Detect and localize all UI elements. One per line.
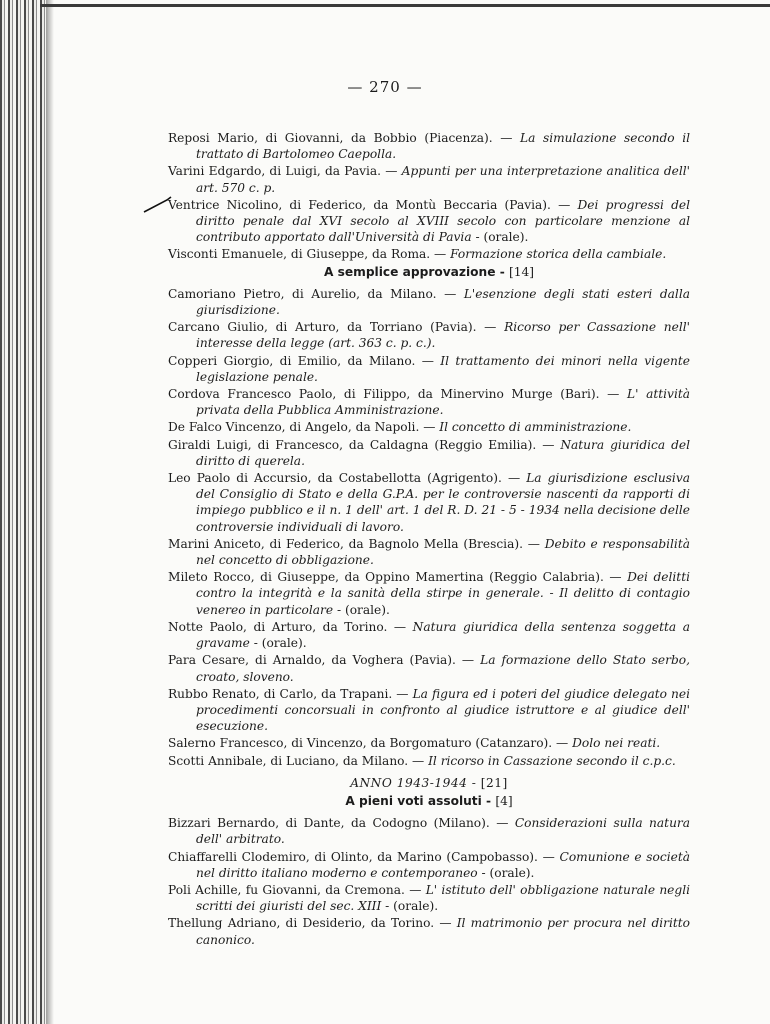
gutter-shadow bbox=[46, 0, 54, 1024]
student-name: Mileto Rocco, di Giuseppe, da Oppino Mamertina (Reggio Calabria). — bbox=[168, 570, 628, 585]
thesis-title: L' istituto dell' obbligazione naturale negli scritti dei giuristi del sec. XIII bbox=[196, 882, 690, 914]
thesis-title: La figura ed i poteri del giudice delegato nei procedimenti concorsuali in confronto al giudice istruttore e al giudice dell' esecuzione. bbox=[196, 686, 690, 734]
thesis-entry bbox=[168, 619, 690, 651]
thesis-entry bbox=[168, 849, 690, 881]
thesis-entry bbox=[168, 353, 690, 385]
student-name: Marini Aniceto, di Federico, da Bagnolo Mella (Brescia). — bbox=[168, 536, 545, 551]
thesis-entry bbox=[168, 686, 690, 735]
thesis-title: La giurisdizione esclusiva del Consiglio di Stato e della G.P.A. per le controversie nascenti da rapporti di impiego pubblico e il n. 1 dell' art. 1 del R. D. 21 - 5 - 1934 nella decisione delle controversie individuali di lavoro. bbox=[196, 471, 690, 534]
heading-count: [4] bbox=[495, 793, 513, 808]
student-name: Ventrice Nicolino, di Federico, da Montù Beccaria (Pavia). — bbox=[168, 197, 578, 212]
thesis-title: Natura giuridica della sentenza soggetta a gravame bbox=[196, 619, 690, 651]
thesis-title: Il ricorso in Cassazione secondo il c.p.c. bbox=[428, 753, 676, 768]
thesis-title: Comunione e società nel diritto italiano moderno e contemporaneo bbox=[196, 849, 690, 880]
heading-label: A semplice approvazione - bbox=[323, 264, 505, 279]
student-name: Scotti Annibale, di Luciano, da Milano. — bbox=[168, 753, 429, 768]
thesis-note: - (orale). bbox=[333, 602, 390, 617]
student-name: Copperi Giorgio, di Emilio, da Milano. — bbox=[168, 353, 441, 368]
thesis-title: Dei progressi del diritto penale dal XVI secolo al XVIII secolo con particolare menzione al contributo apportato dall'Università di Pavia bbox=[196, 197, 690, 245]
thesis-entry bbox=[168, 569, 690, 618]
student-name: Camoriano Pietro, di Aurelio, da Milano. — bbox=[168, 286, 464, 301]
thesis-title: Dei delitti contro la integrità e la sanità della stirpe in generale. - Il delitto di contagio venereo in particolare bbox=[196, 570, 690, 617]
student-name: Poli Achille, fu Giovanni, da Cremona. — bbox=[168, 882, 426, 897]
student-name: Salerno Francesco, di Vincenzo, da Borgomaturo (Catanzaro). — bbox=[168, 736, 573, 751]
thesis-title: Ricorso per Cassazione nell' interesse della legge (art. 363 c. p. c.). bbox=[196, 320, 690, 351]
thesis-entry bbox=[168, 246, 690, 262]
thesis-entry bbox=[168, 197, 690, 246]
thesis-note: - (orale). bbox=[477, 865, 535, 880]
thesis-note: - (orale). bbox=[249, 636, 307, 651]
heading-pieni-voti bbox=[168, 793, 690, 809]
thesis-entry bbox=[168, 815, 690, 847]
thesis-note: - (orale). bbox=[471, 230, 529, 245]
thesis-entry bbox=[168, 470, 690, 535]
student-name: Chiaffarelli Clodemiro, di Olinto, da Marino (Campobasso). — bbox=[168, 849, 560, 864]
thesis-title: La formazione dello Stato serbo, croato, sloveno. bbox=[196, 653, 690, 684]
page-number: — 270 — bbox=[347, 78, 423, 96]
year-count: [21] bbox=[480, 775, 508, 790]
student-name: Carcano Giulio, di Arturo, da Torriano (Pavia). — bbox=[168, 320, 505, 335]
page-top-rule bbox=[40, 4, 770, 7]
thesis-title: Dolo nei reati. bbox=[572, 736, 661, 751]
student-name: Cordova Francesco Paolo, di Filippo, da Minervino Murge (Bari). — bbox=[168, 387, 628, 402]
thesis-entry bbox=[168, 286, 690, 318]
student-name: Bizzari Bernardo, di Dante, da Codogno (Milano). — bbox=[168, 816, 515, 831]
thesis-entry bbox=[168, 386, 690, 418]
student-name: Notte Paolo, di Arturo, da Torino. — bbox=[168, 619, 413, 634]
thesis-entry bbox=[168, 536, 690, 568]
thesis-list-semplice bbox=[168, 286, 690, 769]
thesis-list-top bbox=[168, 130, 690, 263]
student-name: Giraldi Luigi, di Francesco, da Caldagna (Reggio Emilia). — bbox=[168, 437, 561, 452]
document-body bbox=[168, 130, 690, 949]
thesis-title: Debito e responsabilità nel concetto di obbligazione. bbox=[196, 536, 690, 568]
student-name: Para Cesare, di Arnaldo, da Voghera (Pavia). — bbox=[168, 653, 481, 668]
thesis-title: La simulazione secondo il trattato di Bartolomeo Caepolla. bbox=[196, 131, 690, 162]
thesis-title: Appunti per una interpretazione analitica dell' art. 570 c. p. bbox=[196, 164, 690, 195]
student-name: Rubbo Renato, di Carlo, da Trapani. — bbox=[168, 686, 413, 701]
thesis-title: L' attività privata della Pubblica Amministrazione. bbox=[196, 387, 691, 418]
book-spine-edge bbox=[0, 0, 48, 1024]
thesis-entry bbox=[168, 319, 690, 351]
thesis-list-pieni bbox=[168, 815, 690, 948]
thesis-entry bbox=[168, 437, 690, 469]
thesis-note: - (orale). bbox=[381, 899, 439, 914]
thesis-title: Il matrimonio per procura nel diritto canonico. bbox=[196, 916, 691, 947]
thesis-entry bbox=[168, 419, 690, 435]
student-name: De Falco Vincenzo, di Angelo, da Napoli. — bbox=[168, 420, 440, 435]
heading-count: [14] bbox=[509, 264, 535, 279]
thesis-entry bbox=[168, 130, 690, 162]
heading-semplice-approvazione bbox=[168, 264, 690, 280]
thesis-title: Il concetto di amministrazione. bbox=[439, 420, 632, 435]
thesis-entry bbox=[168, 735, 690, 751]
thesis-entry bbox=[168, 915, 690, 947]
student-name: Visconti Emanuele, di Giuseppe, da Roma. — bbox=[168, 247, 451, 262]
thesis-title: Considerazioni sulla natura dell' arbitrato. bbox=[196, 816, 691, 847]
thesis-entry bbox=[168, 753, 690, 769]
thesis-entry bbox=[168, 882, 690, 914]
heading-label: A pieni voti assoluti - bbox=[345, 793, 492, 808]
student-name: Varini Edgardo, di Luigi, da Pavia. — bbox=[168, 164, 402, 179]
thesis-entry bbox=[168, 652, 690, 684]
thesis-title: L'esenzione degli stati esteri dalla giurisdizione. bbox=[196, 286, 690, 318]
thesis-title: Il trattamento dei minori nella vigente legislazione penale. bbox=[196, 353, 690, 384]
thesis-title: Natura giuridica del diritto di querela. bbox=[196, 437, 690, 468]
thesis-entry bbox=[168, 163, 690, 195]
year-label: ANNO 1943-1944 - bbox=[350, 775, 477, 790]
year-heading bbox=[168, 775, 690, 791]
thesis-title: Formazione storica della cambiale. bbox=[450, 247, 667, 262]
student-name: Thellung Adriano, di Desiderio, da Torino. — bbox=[168, 916, 457, 931]
student-name: Reposi Mario, di Giovanni, da Bobbio (Piacenza). — bbox=[168, 131, 521, 145]
student-name: Leo Paolo di Accursio, da Costabellotta (Agrigento). — bbox=[168, 471, 527, 486]
